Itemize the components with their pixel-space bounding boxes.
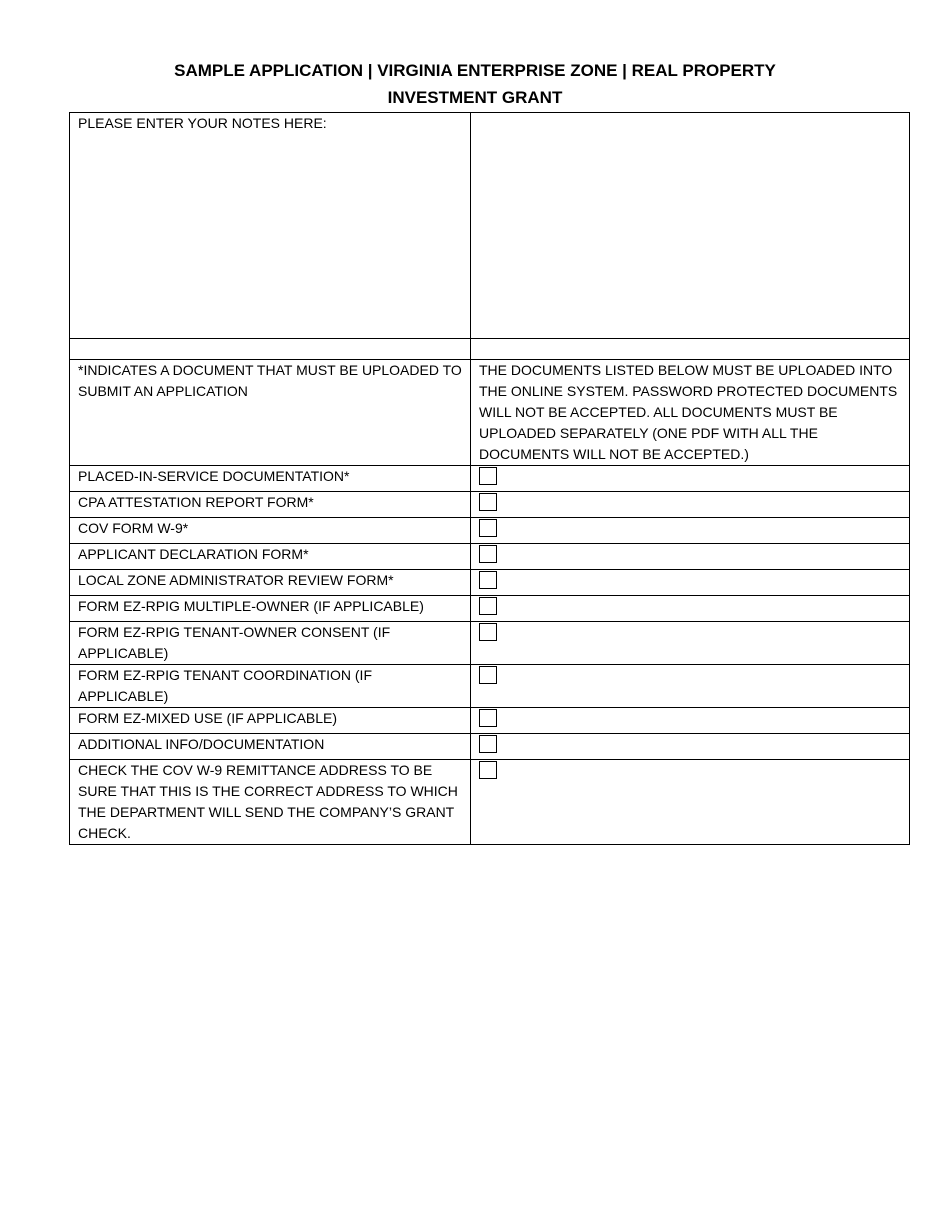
document-checkbox[interactable] bbox=[479, 623, 497, 641]
required-note: *INDICATES A DOCUMENT THAT MUST BE UPLOADED TO SUBMIT AN APPLICATION bbox=[70, 360, 471, 466]
document-row bbox=[70, 544, 910, 570]
document-checkbox[interactable] bbox=[479, 571, 497, 589]
document-row bbox=[70, 665, 910, 708]
document-checkbox[interactable] bbox=[479, 597, 497, 615]
document-label: COV FORM W-9* bbox=[70, 518, 471, 544]
title-line-1: SAMPLE APPLICATION | VIRGINIA ENTERPRISE ZONE | REAL PROPERTY bbox=[174, 61, 776, 80]
document-label: FORM EZ-RPIG TENANT-OWNER CONSENT (IF APPLICABLE) bbox=[70, 622, 471, 665]
document-checkbox[interactable] bbox=[479, 666, 497, 684]
document-checkbox[interactable] bbox=[479, 735, 497, 753]
document-label: ADDITIONAL INFO/DOCUMENTATION bbox=[70, 734, 471, 760]
document-row bbox=[70, 492, 910, 518]
document-checkbox[interactable] bbox=[479, 493, 497, 511]
upload-instructions: THE DOCUMENTS LISTED BELOW MUST BE UPLOADED INTO THE ONLINE SYSTEM. PASSWORD PROTECTED DOCUMENTS WILL NOT BE ACCEPTED. ALL DOCUMENTS MUST BE UPLOADED SEPARATELY (ONE PDF WITH ALL THE DOCUMENTS WILL NOT BE ACCEPTED.) bbox=[471, 360, 910, 466]
spacer-cell-left bbox=[70, 339, 471, 360]
document-checkbox[interactable] bbox=[479, 709, 497, 727]
document-label: FORM EZ-RPIG TENANT COORDINATION (IF APPLICABLE) bbox=[70, 665, 471, 708]
document-row bbox=[70, 466, 910, 492]
document-label: PLACED-IN-SERVICE DOCUMENTATION* bbox=[70, 466, 471, 492]
application-checklist-table bbox=[69, 112, 910, 845]
document-row bbox=[70, 570, 910, 596]
document-title bbox=[70, 57, 880, 111]
title-line-2: INVESTMENT GRANT bbox=[387, 88, 563, 107]
document-label: CHECK THE COV W-9 REMITTANCE ADDRESS TO BE SURE THAT THIS IS THE CORRECT ADDRESS TO WHICH THE DEPARTMENT WILL SEND THE COMPANY’S GRANT CHECK. bbox=[70, 760, 471, 845]
document-label: FORM EZ-MIXED USE (IF APPLICABLE) bbox=[70, 708, 471, 734]
document-row bbox=[70, 622, 910, 665]
document-label: LOCAL ZONE ADMINISTRATOR REVIEW FORM* bbox=[70, 570, 471, 596]
document-checkbox[interactable] bbox=[479, 467, 497, 485]
document-row bbox=[70, 760, 910, 845]
instructions-row bbox=[70, 360, 910, 466]
document-row bbox=[70, 518, 910, 544]
spacer-cell-right bbox=[471, 339, 910, 360]
document-label: APPLICANT DECLARATION FORM* bbox=[70, 544, 471, 570]
document-label: CPA ATTESTATION REPORT FORM* bbox=[70, 492, 471, 518]
document-checkbox[interactable] bbox=[479, 545, 497, 563]
document-checkbox[interactable] bbox=[479, 761, 497, 779]
document-label: FORM EZ-RPIG MULTIPLE-OWNER (IF APPLICABLE) bbox=[70, 596, 471, 622]
notes-label: PLEASE ENTER YOUR NOTES HERE: bbox=[70, 113, 471, 339]
document-row bbox=[70, 596, 910, 622]
document-checkbox[interactable] bbox=[479, 519, 497, 537]
notes-row bbox=[70, 113, 910, 339]
spacer-row bbox=[70, 339, 910, 360]
document-row bbox=[70, 734, 910, 760]
document-row bbox=[70, 708, 910, 734]
notes-field[interactable] bbox=[471, 113, 910, 339]
